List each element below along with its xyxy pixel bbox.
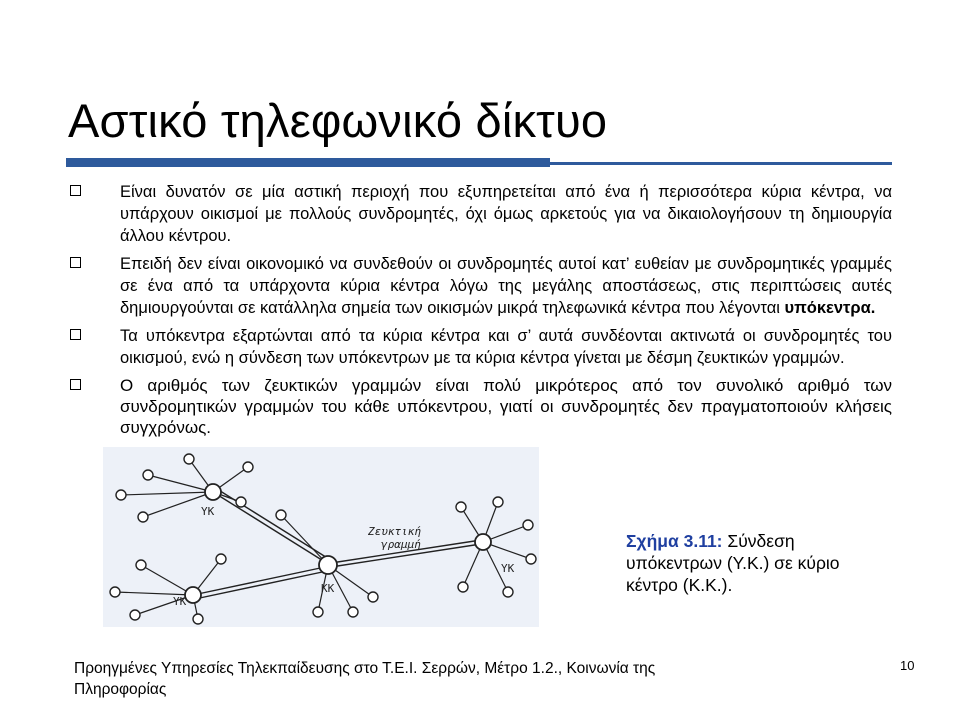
- subscriber-node: [193, 614, 203, 624]
- checkbox-bullet-icon: [70, 257, 81, 268]
- subscriber-node: [458, 582, 468, 592]
- bullet-item: [70, 325, 892, 369]
- main-center-node: [319, 556, 337, 574]
- subscriber-node: [138, 512, 148, 522]
- subscriber-node: [276, 510, 286, 520]
- label-trunk-line-1: Ζευκτική: [368, 525, 421, 538]
- subscriber-node: [136, 560, 146, 570]
- bullet-text: Ο αριθμός των ζευκτικών γραμμών είναι πολύ μικρότερος από τον συνολικό αριθμό των συνδρομητικών γραμμών του κάθε υπόκεντρου, γιατί οι συνδρομητές δεν πραγματοποιούν κλήσεις συγχρόνως.: [120, 376, 892, 437]
- page-number: 10: [900, 658, 915, 673]
- subscriber-node: [110, 587, 120, 597]
- subcenter-node: [475, 534, 491, 550]
- subscriber-node: [236, 497, 246, 507]
- slide-title: Αστικό τηλεφωνικό δίκτυο: [68, 94, 608, 147]
- label-yk-left: ΥΚ: [173, 595, 187, 608]
- label-kk: ΚΚ: [321, 582, 335, 595]
- subscriber-node: [143, 470, 153, 480]
- bullet-bold-term: υπόκεντρα.: [784, 299, 876, 317]
- subscriber-node: [243, 462, 253, 472]
- subscriber-node: [456, 502, 466, 512]
- caption-label: Σχήμα 3.11:: [626, 531, 723, 551]
- caption-text: Σύνδεση υπόκεντρων (Υ.Κ.) σε κύριο κέντρο (Κ.Κ.).: [626, 531, 840, 595]
- bullet-item: [70, 253, 892, 319]
- checkbox-bullet-icon: [70, 185, 81, 196]
- subscriber-node: [348, 607, 358, 617]
- subcenter-node: [185, 587, 201, 603]
- checkbox-bullet-icon: [70, 379, 81, 390]
- subcenter-node: [205, 484, 221, 500]
- bullet-text: Είναι δυνατόν σε μία αστική περιοχή που εξυπηρετείται από ένα ή περισσότερα κύρια κέντρα, να υπάρχουν οικισμοί με πολλούς συνδρομητές, όχι όμως αρκετούς για να δικαιολογήσουν τη δημιουργία άλλου κέντρου.: [120, 183, 892, 245]
- figure-caption: [626, 530, 866, 596]
- subscriber-node: [216, 554, 226, 564]
- checkbox-bullet-icon: [70, 329, 81, 340]
- network-diagram: [103, 447, 539, 627]
- subscriber-node: [523, 520, 533, 530]
- subscriber-node: [116, 490, 126, 500]
- bullet-item: [70, 181, 892, 247]
- subscriber-node: [493, 497, 503, 507]
- bullet-text: Τα υπόκεντρα εξαρτώνται από τα κύρια κέντρα και σ’ αυτά συνδέονται ακτινωτά οι συνδρομητές του οικισμού, ενώ η σύνδεση των υπόκεντρων με τα κύρια κέντρα γίνεται με δέσμη ζευκτικών γραμμών.: [120, 327, 892, 367]
- subscriber-node: [503, 587, 513, 597]
- subscriber-node: [313, 607, 323, 617]
- label-yk-right: ΥΚ: [501, 562, 515, 575]
- subscriber-node: [184, 454, 194, 464]
- subscriber-node: [526, 554, 536, 564]
- title-underline-bar: [66, 158, 550, 167]
- subscriber-node: [130, 610, 140, 620]
- bullet-text: Επειδή δεν είναι οικονομικό να συνδεθούν οι συνδρομητές αυτοί κατ’ ευθείαν με συνδρομητικές γραμμές σε ένα από τα υπάρχοντα κύρια κέντρα λόγω της μεγάλης αποστάσεως, στις περιπτώσεις αυτές δημιουργούνται σε κατάλληλα σημεία των οικισμών μικρά τηλεφωνικά κέντρα που λέγονται: [120, 255, 892, 317]
- label-trunk-line-2: γραμμή: [381, 538, 421, 551]
- title-underline-thin: [550, 162, 892, 165]
- subscriber-node: [368, 592, 378, 602]
- footer-text: Προηγμένες Υπηρεσίες Τηλεκπαίδευσης στο Τ.Ε.Ι. Σερρών, Μέτρο 1.2., Κοινωνία της Πληροφορίας: [74, 660, 656, 698]
- bullet-item: [70, 375, 892, 438]
- bullet-list: [70, 181, 892, 444]
- label-yk-top: ΥΚ: [201, 505, 215, 518]
